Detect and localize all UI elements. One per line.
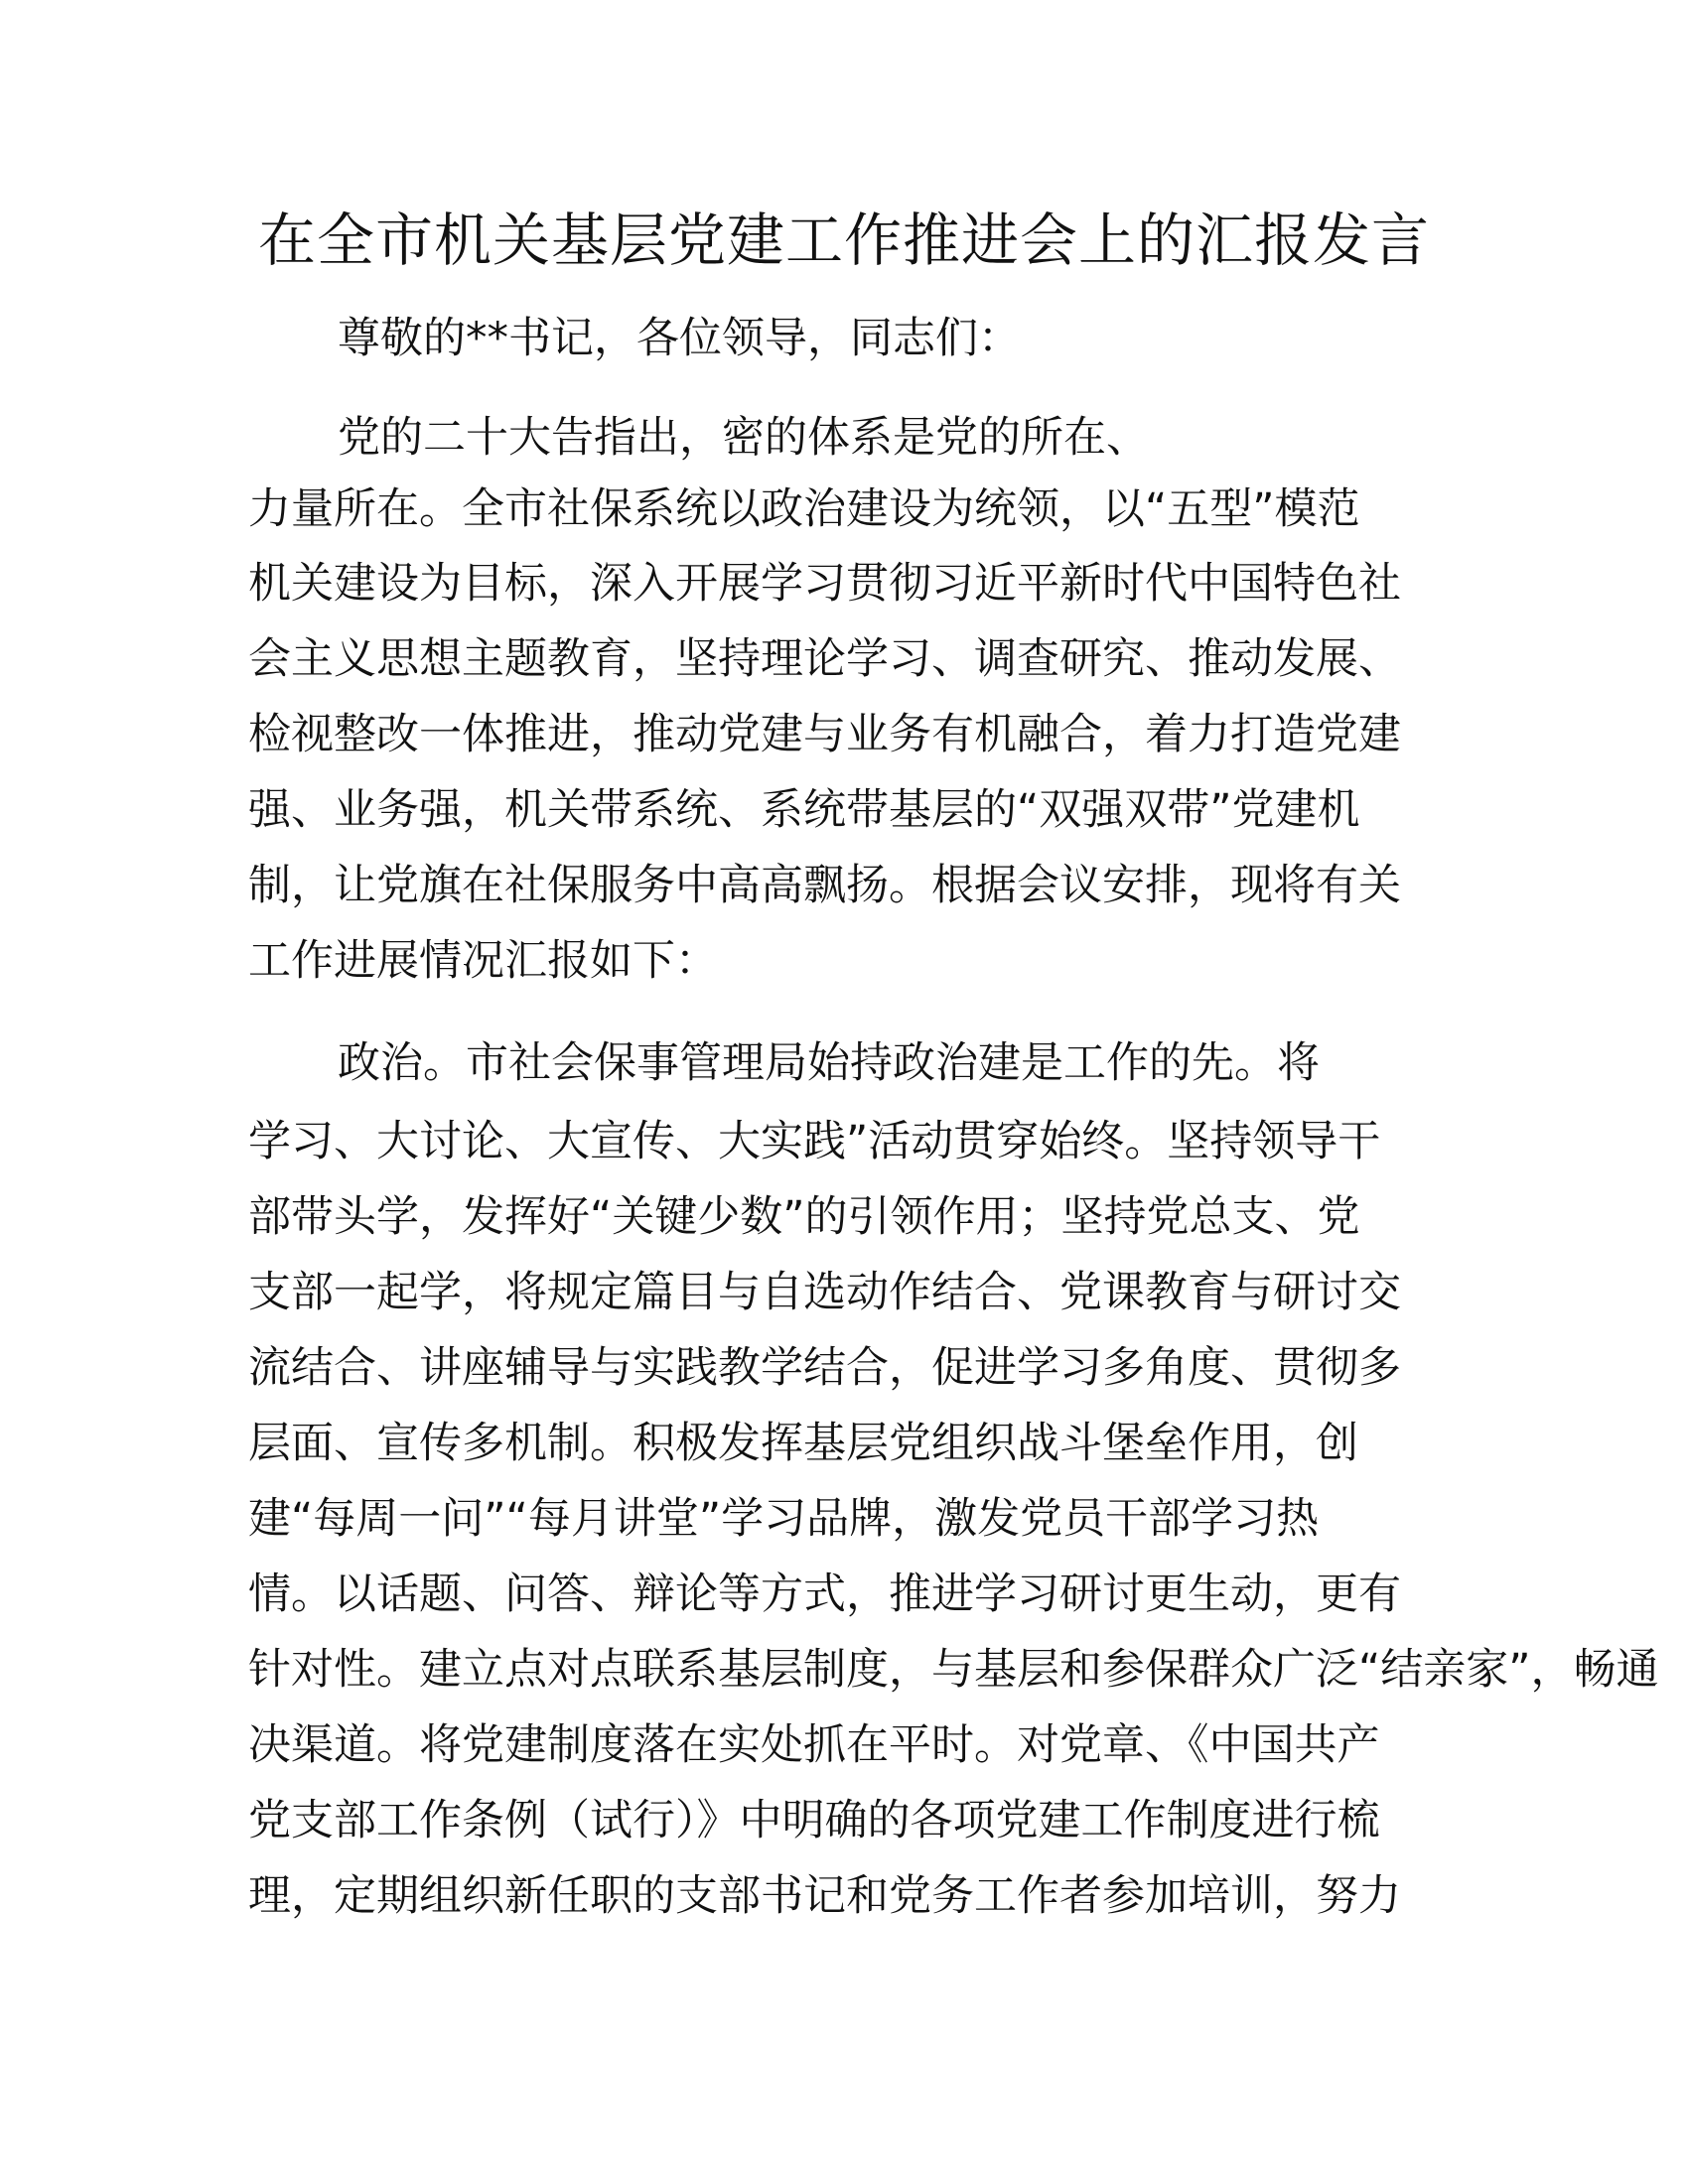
paragraph-2-line-12: 理，定期组织新任职的支部书记和党务工作者参加培训，努力	[248, 1871, 1401, 1921]
paragraph-1-line-5: 检视整改一体推进，推动党建与业务有机融合，着力打造党建	[248, 710, 1401, 759]
paragraph-2-line-8: 情。以话题、问答、辩论等方式，推进学习研讨更生动，更有	[248, 1570, 1401, 1619]
paragraph-2-line-4: 支部一起学，将规定篇目与自选动作结合、党课教育与研讨交	[248, 1268, 1401, 1317]
paragraph-2-line-9: 针对性。建立点对点联系基层制度，与基层和参保群众广泛“结亲家”，畅通	[248, 1645, 1659, 1695]
paragraph-2-line-3: 部带头学，发挥好“关键少数”的引领作用；坚持党总支、党	[248, 1192, 1360, 1242]
paragraph-1-line-8: 工作进展情况汇报如下：	[248, 936, 718, 986]
paragraph-1-line-6: 强、业务强，机关带系统、系统带基层的“双强双带”党建机	[248, 785, 1360, 835]
paragraph-2-line-10: 决渠道。将党建制度落在实处抓在平时。对党章、《中国共产	[248, 1720, 1380, 1770]
paragraph-1-line-2: 力量所在。全市社保系统以政治建设为统领，以“五型”模范	[248, 484, 1360, 534]
salutation: 尊敬的**书记，各位领导，同志们：	[338, 314, 1021, 363]
paragraph-2-line-5: 流结合、讲座辅导与实践教学结合，促进学习多角度、贯彻多	[248, 1343, 1401, 1393]
paragraph-1-line-4: 会主义思想主题教育，坚持理论学习、调查研究、推动发展、	[248, 634, 1401, 684]
paragraph-2-line-2: 学习、大讨论、大宣传、大实践”活动贯穿始终。坚持领导干	[248, 1117, 1381, 1166]
paragraph-2-line-7: 建“每周一问”“每月讲堂”学习品牌，激发党员干部学习热	[248, 1494, 1320, 1544]
paragraph-1-line-7: 制，让党旗在社保服务中高高飘扬。根据会议安排，现将有关	[248, 861, 1401, 910]
document-title: 在全市机关基层党建工作推进会上的汇报发言	[257, 206, 1430, 274]
paragraph-2-line-1: 政治。市社会保事管理局始持政治建是工作的先。将	[338, 1038, 1320, 1088]
paragraph-1-line-3: 机关建设为目标，深入开展学习贯彻习近平新时代中国特色社	[248, 559, 1401, 609]
paragraph-1-line-1: 党的二十大告指出，密的体系是党的所在、	[338, 413, 1149, 463]
paragraph-2-line-11: 党支部工作条例（试行）》中明确的各项党建工作制度进行梳	[248, 1796, 1380, 1845]
paragraph-2-line-6: 层面、宣传多机制。积极发挥基层党组织战斗堡垒作用，创	[248, 1419, 1358, 1468]
